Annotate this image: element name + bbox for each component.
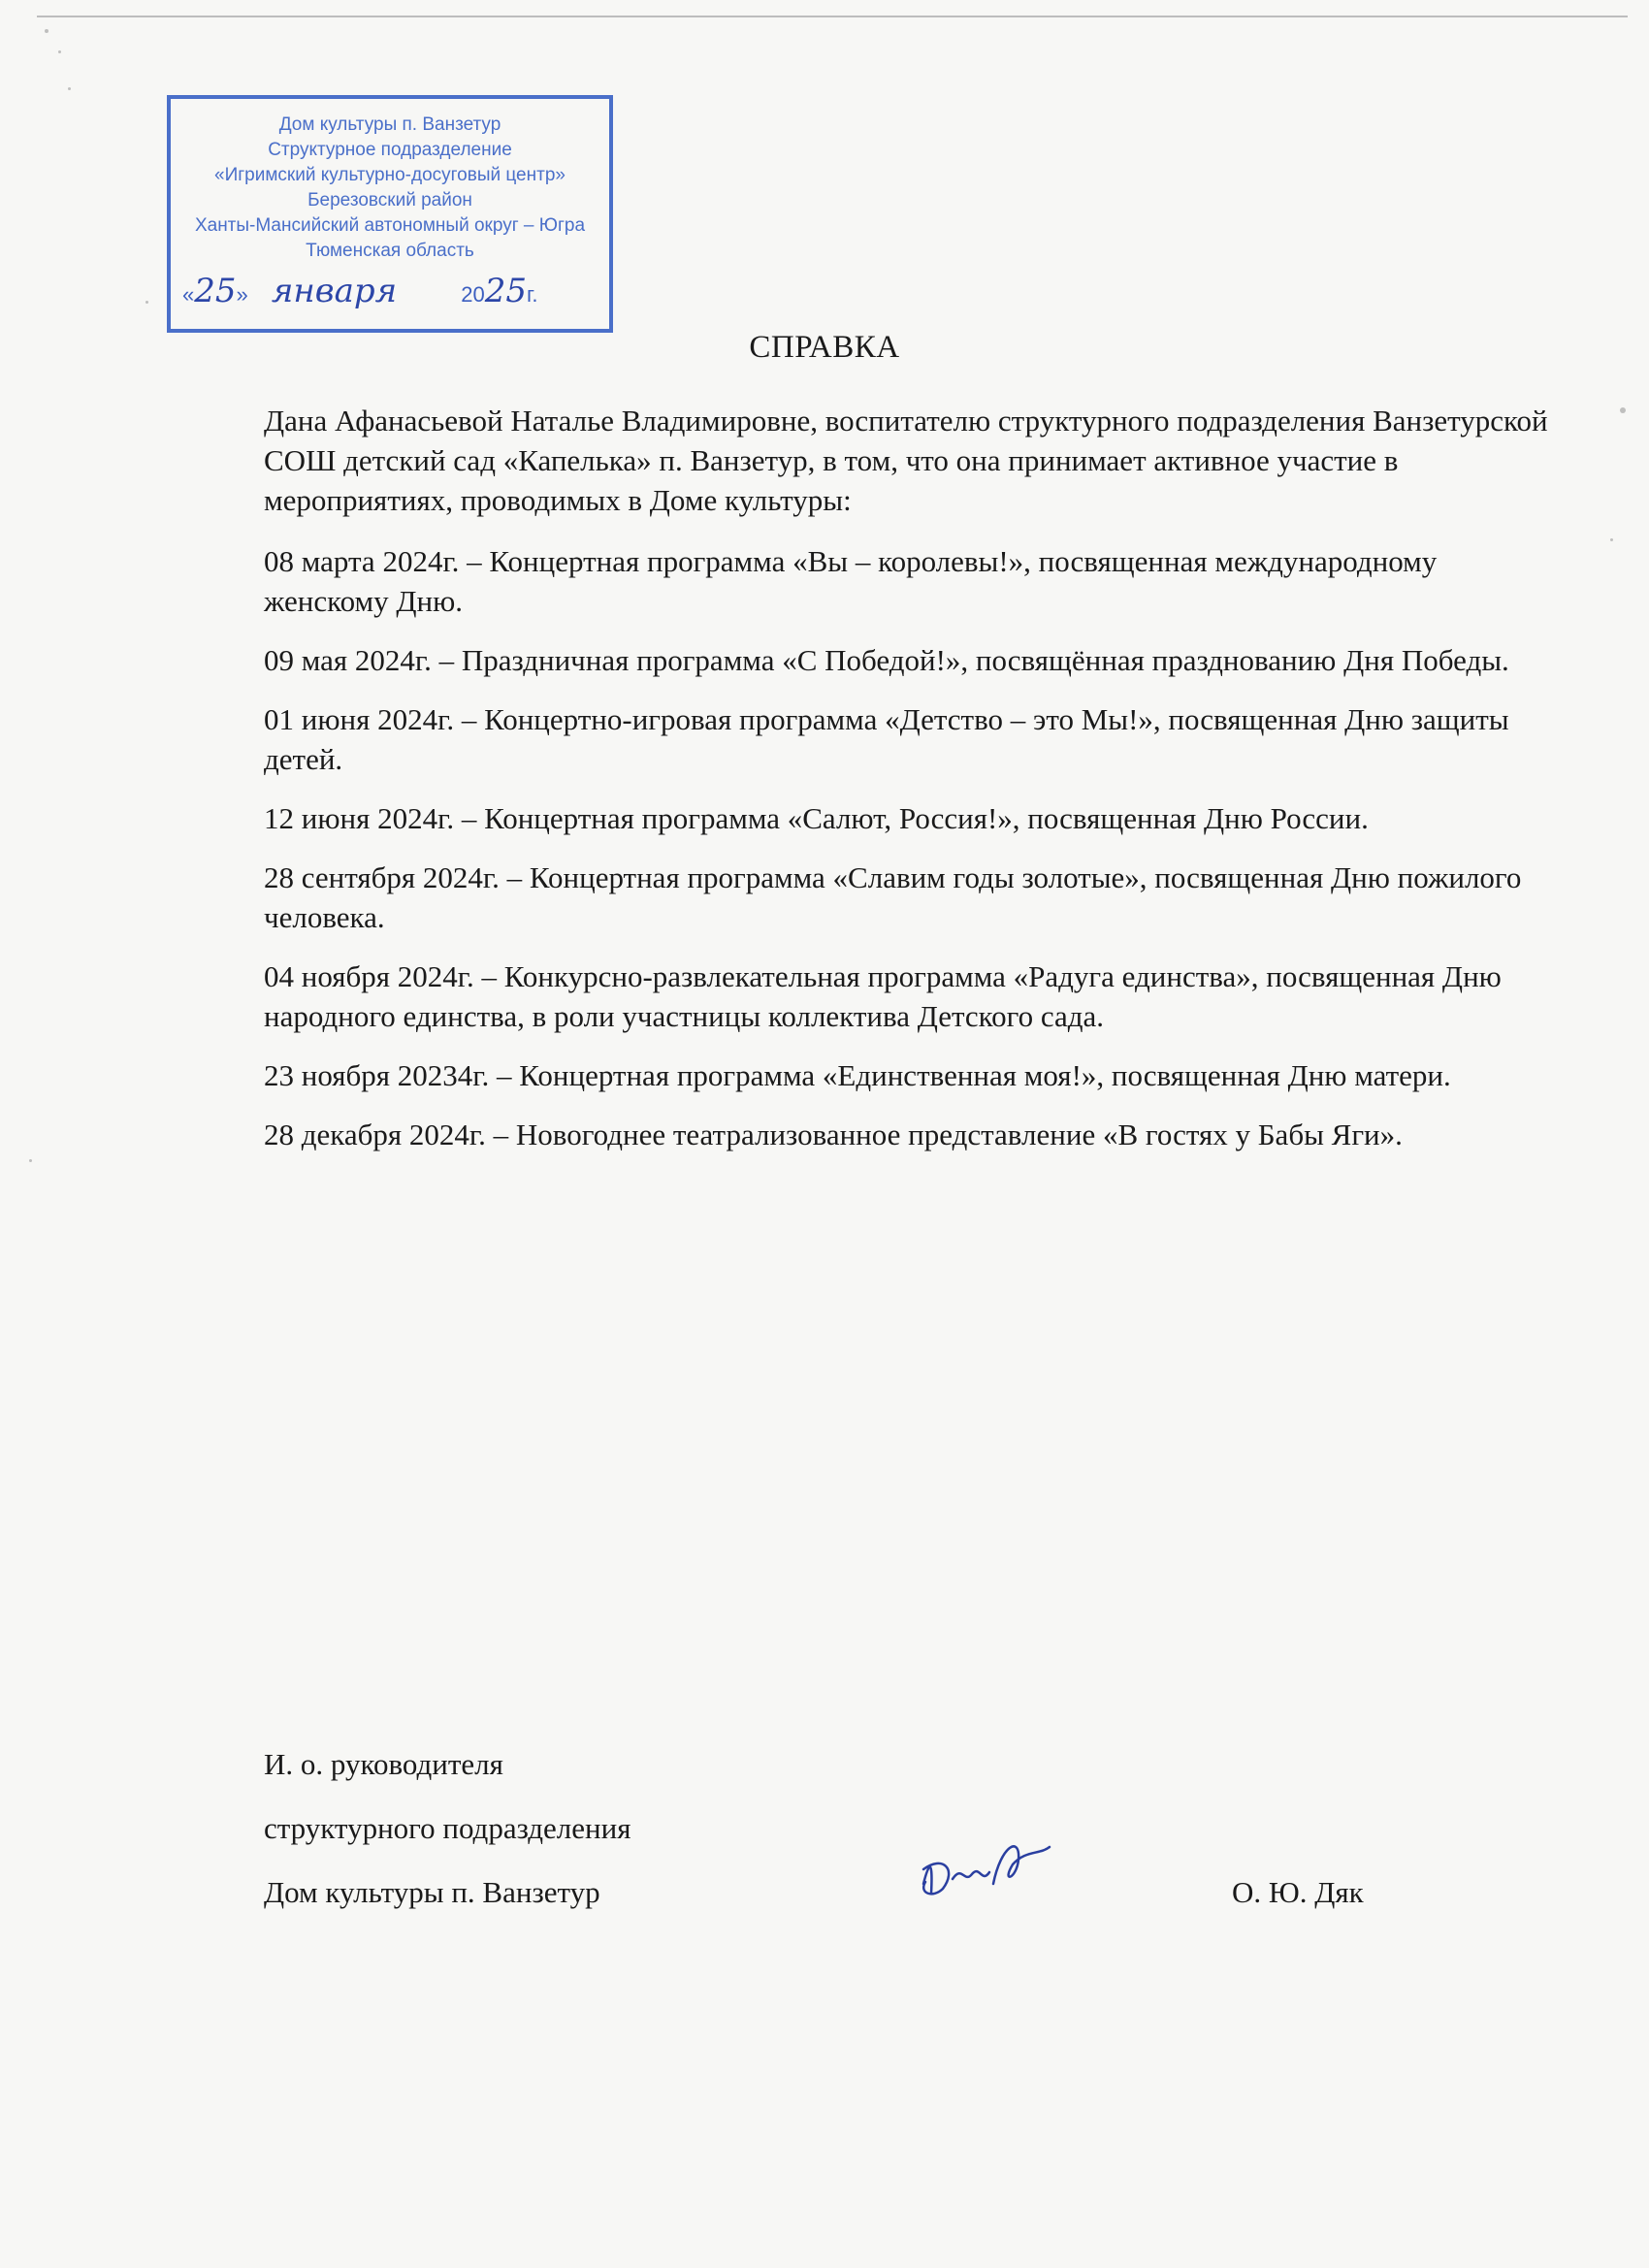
- intro-paragraph: Дана Афанасьевой Наталье Владимировне, воспитателю структурного подразделения Ванзетурской СОШ детский сад «Капелька» п. Ванзетур, в том, что она принимает активное участие в мероприятиях, проводимых в Доме культуры:: [264, 404, 1548, 517]
- scan-speck: [45, 29, 48, 33]
- stamp-line-3: «Игримский культурно-досуговый центр»: [214, 165, 566, 185]
- signer-row: [264, 1872, 1554, 1921]
- stamp-date: [182, 272, 609, 310]
- scan-speck: [1610, 538, 1613, 541]
- scan-speck: [146, 301, 148, 304]
- organization-stamp: [167, 95, 613, 333]
- event-item: 04 ноября 2024г. – Конкурсно-развлекательная программа «Радуга единства», посвященная Дню народного единства, в роли участницы коллектива Детского сада.: [264, 959, 1502, 1033]
- document-title: СПРАВКА: [749, 330, 900, 365]
- event-item: 28 декабря 2024г. – Новогоднее театрализованное представление «В гостях у Бабы Яги».: [264, 1118, 1403, 1151]
- signer-position-line-2: структурного подразделения: [264, 1811, 631, 1845]
- document-body: [264, 401, 1554, 1174]
- scan-speck: [1620, 407, 1626, 413]
- event-item: 01 июня 2024г. – Концертно-игровая программа «Детство – это Мы!», посвященная Дню защиты детей.: [264, 702, 1509, 776]
- handwritten-signature: [904, 1826, 1059, 1913]
- stamp-date-close-quote: »: [236, 282, 248, 307]
- stamp-date-day: 25: [194, 272, 237, 310]
- stamp-date-year: 25: [484, 272, 528, 310]
- stamp-date-year-suffix: г.: [527, 282, 538, 307]
- signature-block: [264, 1744, 1554, 1921]
- stamp-line-2: Структурное подразделение: [268, 140, 512, 160]
- signer-name: О. Ю. Дяк: [1232, 1875, 1364, 1909]
- event-item: 28 сентября 2024г. – Концертная программа «Славим годы золотые», посвященная Дню пожилого человека.: [264, 860, 1522, 934]
- stamp-date-month: января: [271, 272, 398, 310]
- event-item: 23 ноября 20234г. – Концертная программа «Единственная моя!», посвященная Дню матери.: [264, 1058, 1451, 1092]
- stamp-line-5: Ханты-Мансийский автономный округ – Югра: [194, 215, 586, 236]
- stamp-line-6: Тюменская область: [306, 241, 474, 261]
- stamp-line-1: Дом культуры п. Ванзетур: [278, 114, 501, 135]
- scan-top-edge: [37, 16, 1628, 17]
- signer-position-line-1: И. о. руководителя: [264, 1747, 503, 1781]
- scan-speck: [58, 50, 61, 53]
- event-item: 09 мая 2024г. – Праздничная программа «С Победой!», посвящённая празднованию Дня Победы.: [264, 643, 1509, 677]
- scan-speck: [68, 87, 71, 90]
- stamp-date-open-quote: «: [182, 282, 195, 307]
- signer-organization: Дом культуры п. Ванзетур: [264, 1875, 600, 1909]
- scan-speck: [29, 1159, 32, 1162]
- event-item: 12 июня 2024г. – Концертная программа «Салют, Россия!», посвященная Дню России.: [264, 801, 1369, 835]
- stamp-line-4: Березовский район: [307, 190, 472, 211]
- event-item: 08 марта 2024г. – Концертная программа «Вы – королевы!», посвященная международному женскому Дню.: [264, 544, 1438, 618]
- stamp-date-year-prefix: 20: [461, 282, 485, 307]
